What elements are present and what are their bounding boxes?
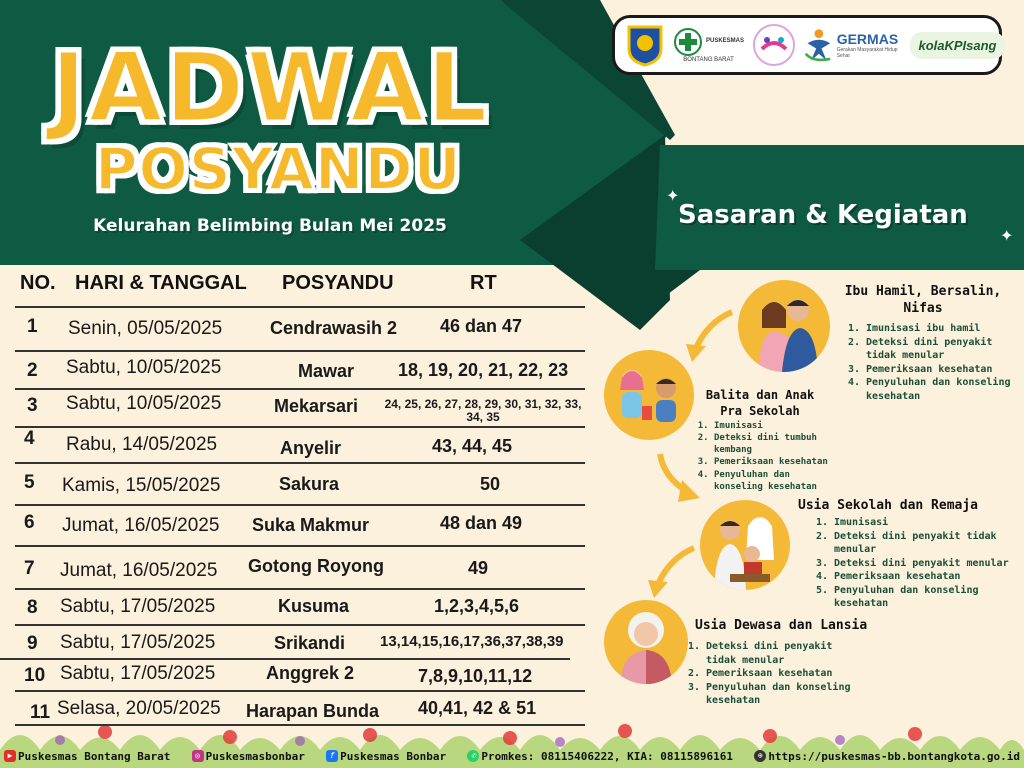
row-rt: 40,41, 42 & 51 xyxy=(418,698,537,718)
target-item: 4. Penyuluhan dan konseling kesehatan xyxy=(866,376,1012,403)
row-no: 9 xyxy=(27,633,38,654)
logo-bar xyxy=(612,15,1002,75)
target-title-mother: Ibu Hamil, Bersalin, Nifas xyxy=(844,284,1002,316)
row-date: Jumat, 16/05/2025 xyxy=(60,560,218,581)
col-header-posyandu: POSYANDU xyxy=(282,272,394,294)
row-no: 7 xyxy=(24,558,35,579)
row-divider xyxy=(15,350,585,352)
whatsapp-icon: ✆ xyxy=(467,750,479,762)
row-no: 3 xyxy=(27,395,38,416)
target-item: 1. Imunisasi xyxy=(714,420,840,432)
puskesmas-sub: BONTANG BARAT xyxy=(683,56,734,63)
row-posyandu: Harapan Bunda xyxy=(246,701,380,721)
germas-logo-icon xyxy=(804,25,902,65)
globe-icon: ⊕ xyxy=(754,750,766,762)
germas-sub: Gerakan Masyarakat Hidup Sehat xyxy=(836,47,898,59)
page-subtitle: POSYANDU xyxy=(95,135,462,203)
pregnant-mother-illustration xyxy=(738,280,830,372)
puskesmas-logo-icon xyxy=(673,27,744,64)
page-title: JADWAL xyxy=(50,32,490,144)
row-no: 1 xyxy=(27,316,38,337)
row-divider xyxy=(15,426,585,428)
city-emblem-icon xyxy=(625,23,665,67)
row-posyandu: Mawar xyxy=(298,361,355,381)
target-list-toddler xyxy=(700,420,840,493)
row-divider xyxy=(15,690,585,692)
target-item: 2. Deteksi dini penyakit tidak menular xyxy=(866,336,1012,363)
kola-label: kolaKPIsang xyxy=(918,37,997,53)
footer-contact-bar xyxy=(0,744,1024,768)
row-posyandu: Mekarsari xyxy=(274,396,359,416)
row-divider xyxy=(15,306,585,308)
target-item: 3. Pemeriksaan kesehatan xyxy=(866,363,1012,377)
row-rt: 24, 25, 26, 27, 28, 29, 30, 31, 32, 33, 34, 35 xyxy=(384,397,582,424)
target-item: 4. Pemeriksaan kesehatan xyxy=(834,570,1010,584)
footer-facebook[interactable] xyxy=(326,750,446,763)
germas-label: GERMAS xyxy=(836,31,899,47)
row-divider xyxy=(15,388,585,390)
target-item: 1. Deteksi dini penyakit tidak menular xyxy=(706,640,862,667)
row-date: Jumat, 16/05/2025 xyxy=(62,515,220,536)
row-no: 8 xyxy=(27,597,38,618)
target-item: 3. Pemeriksaan kesehatan xyxy=(714,456,840,468)
row-rt: 13,14,15,16,17,36,37,38,39 xyxy=(380,633,564,650)
target-item: 2. Pemeriksaan kesehatan xyxy=(706,667,862,681)
target-list-elderly xyxy=(692,640,862,708)
row-no: 4 xyxy=(24,428,35,449)
col-header-rt: RT xyxy=(470,272,497,294)
row-no: 10 xyxy=(24,665,46,686)
youtube-icon: ▶ xyxy=(4,750,16,762)
elderly-illustration xyxy=(604,600,688,684)
footer-web[interactable] xyxy=(754,750,1020,763)
col-header-date: HARI & TANGGAL xyxy=(75,272,247,294)
row-posyandu: Srikandi xyxy=(274,633,346,653)
row-rt: 48 dan 49 xyxy=(440,513,523,533)
target-title-elderly: Usia Dewasa dan Lansia xyxy=(695,618,868,633)
row-date: Rabu, 14/05/2025 xyxy=(66,434,218,455)
target-title-toddler: Balita dan Anak Pra Sekolah xyxy=(705,388,815,418)
row-no: 5 xyxy=(24,472,35,493)
target-list-school xyxy=(820,516,1010,611)
row-rt: 46 dan 47 xyxy=(440,316,523,336)
row-no: 11 xyxy=(30,702,51,723)
row-date: Sabtu, 17/05/2025 xyxy=(60,596,216,617)
children-illustration xyxy=(604,350,694,440)
row-rt: 18, 19, 20, 21, 22, 23 xyxy=(398,360,569,380)
target-list-mother xyxy=(852,322,1012,403)
row-divider xyxy=(15,724,585,726)
location-label: Kelurahan Belimbing Bulan Mei 2025 xyxy=(93,216,447,236)
row-rt: 49 xyxy=(468,558,489,578)
arrow-down-left-icon xyxy=(640,542,700,602)
footer-instagram[interactable] xyxy=(192,750,305,763)
arrow-down-right-icon xyxy=(648,448,708,508)
facebook-icon: f xyxy=(326,750,338,762)
row-divider xyxy=(15,462,585,464)
whatsapp-label: Promkes: 08115406222, KIA: 08115896161 xyxy=(481,749,734,763)
row-no: 2 xyxy=(27,360,38,381)
row-no: 6 xyxy=(24,512,35,533)
row-divider xyxy=(15,624,585,626)
row-divider xyxy=(15,504,585,506)
row-divider xyxy=(0,658,570,660)
family-logo-icon xyxy=(752,23,796,67)
kola-logo-icon xyxy=(910,32,1004,59)
row-posyandu: Cendrawasih 2 xyxy=(270,318,398,338)
target-item: 5. Penyuluhan dan konseling kesehatan xyxy=(834,584,1010,611)
row-date: Senin, 05/05/2025 xyxy=(68,318,223,339)
arrow-down-left-icon xyxy=(678,304,738,364)
row-rt: 43, 44, 45 xyxy=(432,436,513,456)
web-label: https://puskesmas-bb.bontangkota.go.id xyxy=(768,749,1020,763)
target-item: 2. Deteksi dini tumbuh kembang xyxy=(714,432,840,456)
col-header-no: NO. xyxy=(20,272,56,294)
school-kids-illustration xyxy=(700,500,790,590)
row-posyandu: Anggrek 2 xyxy=(266,663,355,683)
row-date: Sabtu, 17/05/2025 xyxy=(60,663,216,684)
row-posyandu: Kusuma xyxy=(278,596,350,616)
target-item: 2. Deteksi dini penyakit tidak menular xyxy=(834,530,1010,557)
row-posyandu: Suka Makmur xyxy=(252,515,370,535)
row-divider xyxy=(15,588,585,590)
row-posyandu: Sakura xyxy=(279,474,340,494)
row-posyandu: Anyelir xyxy=(280,438,342,458)
sasaran-title: Sasaran & Kegiatan xyxy=(678,200,968,230)
row-date: Sabtu, 10/05/2025 xyxy=(66,357,222,378)
footer-whatsapp[interactable] xyxy=(467,750,733,763)
instagram-icon: ◎ xyxy=(192,750,204,762)
youtube-label: Puskesmas Bontang Barat xyxy=(18,749,171,763)
row-date: Sabtu, 10/05/2025 xyxy=(66,393,222,414)
target-item: 4. Penyuluhan dan konseling kesehatan xyxy=(714,469,840,493)
row-date: Sabtu, 17/05/2025 xyxy=(60,632,216,653)
target-item: 1. Imunisasi ibu hamil xyxy=(866,322,1012,336)
target-item: 1. Imunisasi xyxy=(834,516,1010,530)
footer-youtube[interactable] xyxy=(4,750,170,763)
sparkle-icon: ✦ xyxy=(1000,228,1014,245)
sparkle-icon: ✦ xyxy=(666,188,680,205)
row-divider xyxy=(15,545,585,547)
target-title-school: Usia Sekolah dan Remaja xyxy=(798,498,979,513)
row-date: Selasa, 20/05/2025 xyxy=(57,698,221,719)
target-item: 3. Deteksi dini penyakit menular xyxy=(834,557,1010,571)
row-rt: 50 xyxy=(480,474,501,494)
row-date: Kamis, 15/05/2025 xyxy=(62,475,221,496)
target-item: 3. Penyuluhan dan konseling kesehatan xyxy=(706,681,862,708)
row-rt: 7,8,9,10,11,12 xyxy=(418,666,533,686)
row-posyandu: Gotong Royong xyxy=(248,556,384,576)
facebook-label: Puskesmas Bonbar xyxy=(340,749,447,763)
instagram-label: Puskesmasbonbar xyxy=(205,749,305,763)
puskesmas-label: PUSKESMAS xyxy=(706,38,745,45)
row-rt: 1,2,3,4,5,6 xyxy=(434,596,520,616)
